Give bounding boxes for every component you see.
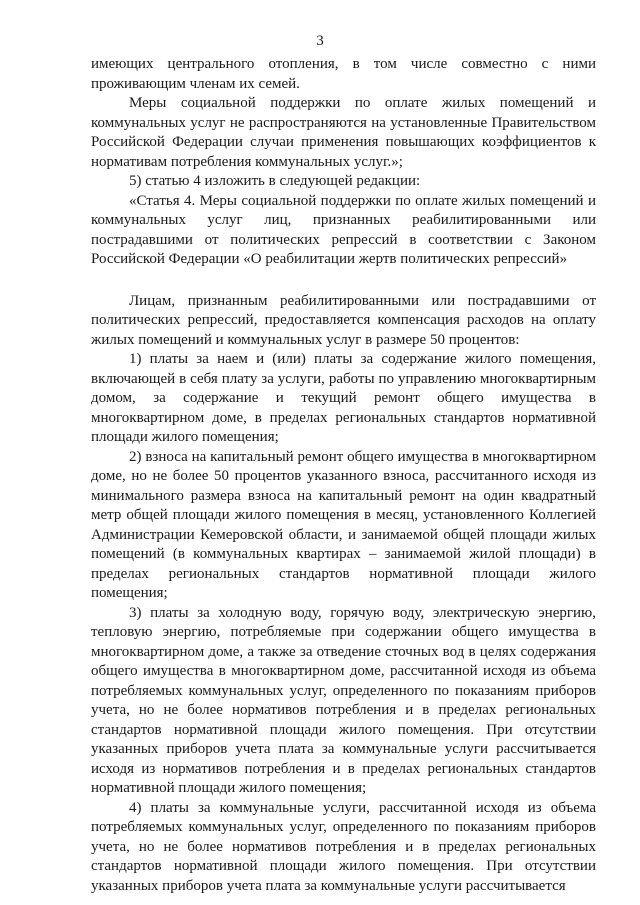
list-item-1: 1) платы за наем и (или) платы за содержание жилого помещения, включающей в себя плату за услуги, работы по управлению многоквартирным домом, за содержание и текущий ремонт общего имущества в многоквартирном доме, в пределах региональных стандартов нормативной площади жилого помещения; bbox=[91, 351, 596, 445]
document-body bbox=[91, 55, 596, 896]
paragraph-heating-continuation: имеющих центрального отопления, в том числе совместно с ними проживающим членам их семей. bbox=[91, 56, 596, 92]
paragraph-article-4-instruction: 5) статью 4 изложить в следующей редакции: bbox=[129, 173, 421, 189]
paragraph-support-exclusion: Меры социальной поддержки по оплате жилых помещений и коммунальных услуг не распространяются на установленные Правительством Российской Федерации случаи применения повышающих коэффициентов к нормативам потребления коммунальных услуг.»; bbox=[91, 95, 596, 170]
list-item-3: 3) платы за холодную воду, горячую воду, электрическую энергию, тепловую энергию, потребляемые при содержании общего имущества в многоквартирном доме, а также за отведение сточных вод в целях содержания общего имущества в многоквартирном доме, рассчитанной исходя из объема потребляемых коммунальных услуг, определенного по показаниям приборов учета, но не более нормативов потребления и в пределах региональных стандартов нормативной площади жилого помещения. При отсутствии указанных приборов учета плата за коммунальные услуги рассчитывается исходя из нормативов потребления и в пределах региональных стандартов нормативной площади жилого помещения; bbox=[91, 604, 596, 796]
list-item-2: 2) взноса на капитальный ремонт общего имущества в многоквартирном доме, но не более 50 процентов указанного взноса, рассчитанного исходя из минимального размера взноса на капитальный ремонт на один квадратный метр общей площади жилого помещения в месяц, установленного Коллегией Администрации Кемеровской области, и занимаемой общей площади жилых помещений (в коммунальных квартирах – занимаемой жилой площади) в пределах региональных стандартов нормативной площади жилого помещения; bbox=[91, 448, 596, 601]
page-number: 3 bbox=[316, 33, 324, 49]
article-4-heading: «Статья 4. Меры социальной поддержки по оплате жилых помещений и коммунальных услуг лиц, признанных реабилитированными или пострадавшими от политических репрессий в соответствии с Законом Российской Федерации «О реабилитации жертв политических репрессий» bbox=[91, 192, 596, 267]
list-item-4: 4) платы за коммунальные услуги, рассчитанной исходя из объема потребляемых коммунальных услуг, определенного по показаниям приборов учета, но не более нормативов потребления и в пределах региональных стандартов нормативной площади жилого помещения. При отсутствии указанных приборов учета плата за коммунальные услуги рассчитывается bbox=[91, 799, 596, 894]
paragraph-compensation-intro: Лицам, признанным реабилитированными или пострадавшими от политических репрессий, предоставляется компенсация расходов на оплату жилых помещений и коммунальных услуг в размере 50 процентов: bbox=[91, 292, 596, 348]
